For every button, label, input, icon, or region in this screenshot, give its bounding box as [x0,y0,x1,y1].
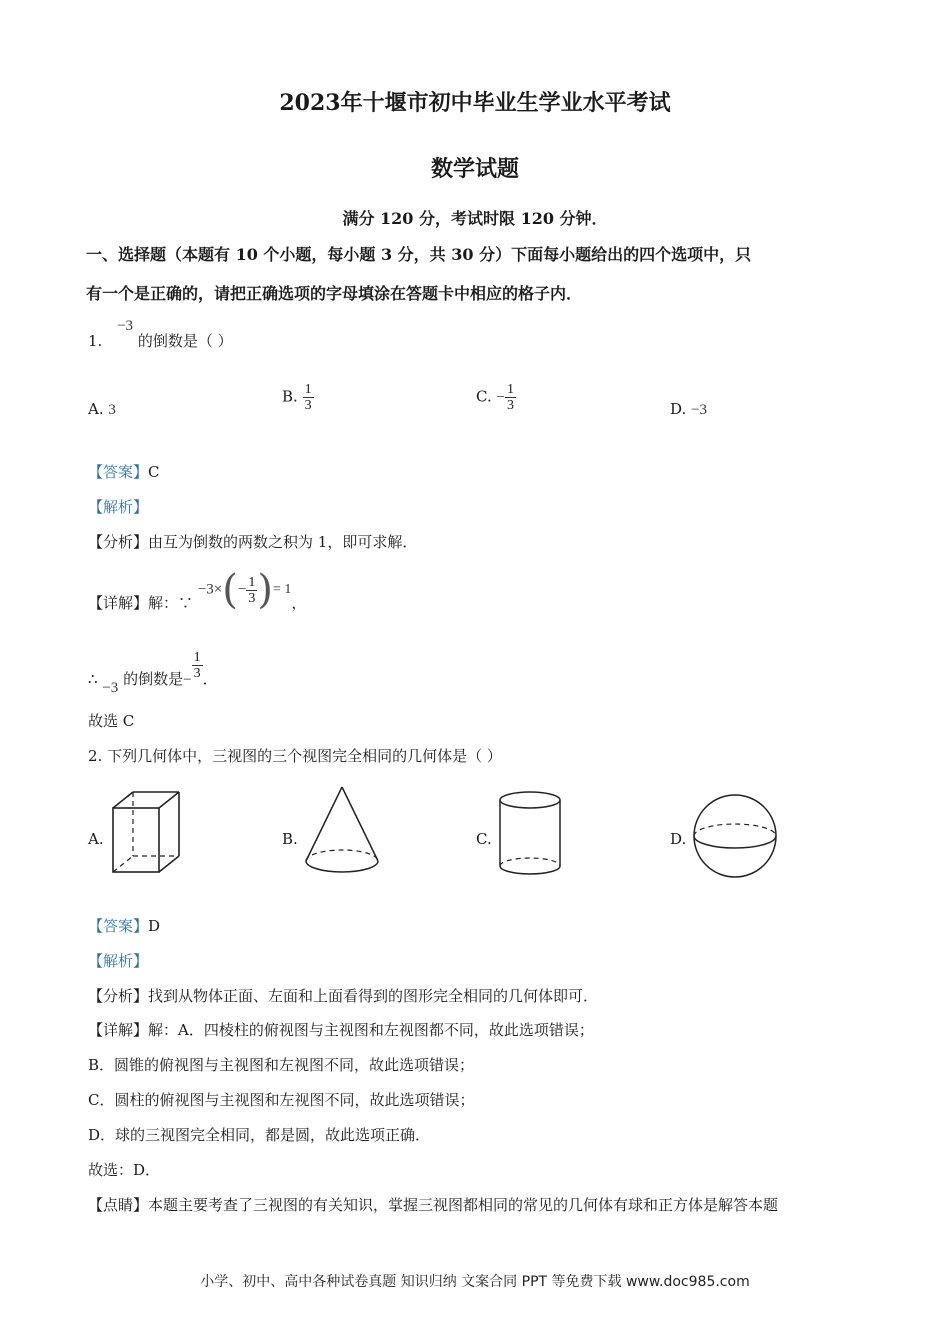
q1-option-b [282,382,314,413]
q2-fenxi [88,985,598,1006]
q1-fenxi [88,531,417,552]
section-heading-line1: 一、选择题（本题有 10 个小题，每小题 3 分，共 30 分）下面每小题给出的四个选项中，只 [86,245,752,264]
fraction-denominator: 3 [506,398,514,413]
q1-stem-text: 的倒数是（ ） [137,332,233,350]
q1-expr: −3 [117,318,134,334]
comment-text: 本题主要考查了三视图的有关知识，掌握三视图都相同的常见的几何体有球和正方体是解答本题 [148,1196,779,1214]
page-footer: 小学、初中、高中各种试卷真题 知识归纳 文案合同 PPT 等免费下载 www.doc985.com [200,1274,750,1290]
q1-analysis-tag: 【解析】 [88,498,149,516]
fraction [505,382,516,413]
therefore-sign: − [183,671,192,688]
cylinder-icon [498,790,562,878]
therefore-end: ． [202,669,218,688]
therefore-text: 的倒数是 [123,669,184,688]
exam-title: 2023年十堰市初中毕业生学业水平考试 [279,90,671,116]
detail-tag: 【详解】 [88,1021,149,1039]
q1-option-c [476,382,516,413]
q2-analysis-tag: 【解析】 [88,952,149,970]
right-paren: ) [257,567,273,613]
expr-right: = 1 [272,582,292,597]
q2-comment [88,1194,778,1215]
option-value: −3 [691,402,708,418]
rectangular-prism-icon [110,790,182,876]
therefore-expr: −3 [102,679,119,696]
section-heading-line2: 有一个是正确的，请把正确选项的字母填涂在答题卡中相应的格子内． [86,284,583,303]
option-letter: A. [88,400,104,418]
option-value: 3 [108,402,116,418]
comment-tag: 【点睛】 [88,1196,149,1214]
answer-tag: 【答案】 [88,917,149,935]
fenxi-tag: 【分析】 [88,533,149,551]
detail-comma: ， [291,594,307,612]
therefore-symbol: ∴ [88,669,98,688]
expr-left: −3× [197,581,223,598]
q2-option-a-label: A. [88,830,104,848]
q2-stem: 2. 下列几何体中，三视图的三个视图完全相同的几何体是（ ） [88,747,502,765]
q1-number: 1. [88,332,103,350]
fraction-denominator: 3 [248,590,256,606]
q2-option-d-label: D. [670,830,687,848]
detail-expression [197,567,292,613]
answer-tag: 【答案】 [88,463,149,481]
sphere-icon [692,793,778,879]
fraction-denominator: 3 [304,398,312,413]
fraction [246,575,257,606]
q1-answer [88,461,160,482]
exam-subject: 数学试题 [430,156,519,182]
fraction-numerator: 1 [304,382,312,397]
q2-option-b-label: B. [282,830,298,848]
fraction-denominator: 3 [193,666,201,681]
q1-detail [88,567,307,614]
q2-detail-a [88,1019,594,1040]
fenxi-tag: 【分析】 [88,987,149,1005]
fenxi-text: 找到从物体正面、左面和上面看得到的图形完全相同的几何体即可． [148,987,599,1005]
option-letter: D. [670,400,687,418]
left-paren: ( [222,567,238,613]
cone-icon [304,785,380,877]
fraction [303,382,314,413]
fraction-numerator: 1 [506,382,514,397]
q2-detail-b: B．圆锥的俯视图与主视图和左视图不同，故此选项错误； [88,1056,475,1074]
detail-tag: 【详解】 [88,594,149,612]
option-sign: − [496,389,505,406]
detail-prefix: 解：∵ [148,594,194,612]
q2-detail-c: C．圆柱的俯视图与主视图和左视图不同，故此选项错误； [88,1091,475,1109]
expr-sign: − [237,581,247,598]
q1-option-d [670,400,707,419]
detail-text: 解：A．四棱柱的俯视图与主视图和左视图都不同，故此选项错误； [148,1021,594,1039]
fraction-numerator: 1 [193,650,201,665]
q2-choose: 故选：D． [88,1161,161,1179]
q1-option-a [88,400,116,419]
q1-therefore [88,650,218,696]
option-letter: C. [476,387,492,406]
answer-value: C [148,463,160,481]
q2-detail-d: D．球的三视图完全相同，都是圆，故此选项正确． [88,1126,431,1144]
q2-answer [88,915,160,936]
q1-stem [88,318,233,351]
q1-choose: 故选 C [88,712,135,730]
fenxi-text: 由互为倒数的两数之积为 1，即可求解． [148,533,418,551]
answer-value: D [148,917,161,935]
q2-option-c-label: C. [476,830,492,848]
option-letter: B. [282,387,298,406]
fraction-numerator: 1 [248,574,256,590]
fraction [192,650,203,681]
exam-info: 满分 120 分，考试时限 120 分钟． [342,209,608,228]
